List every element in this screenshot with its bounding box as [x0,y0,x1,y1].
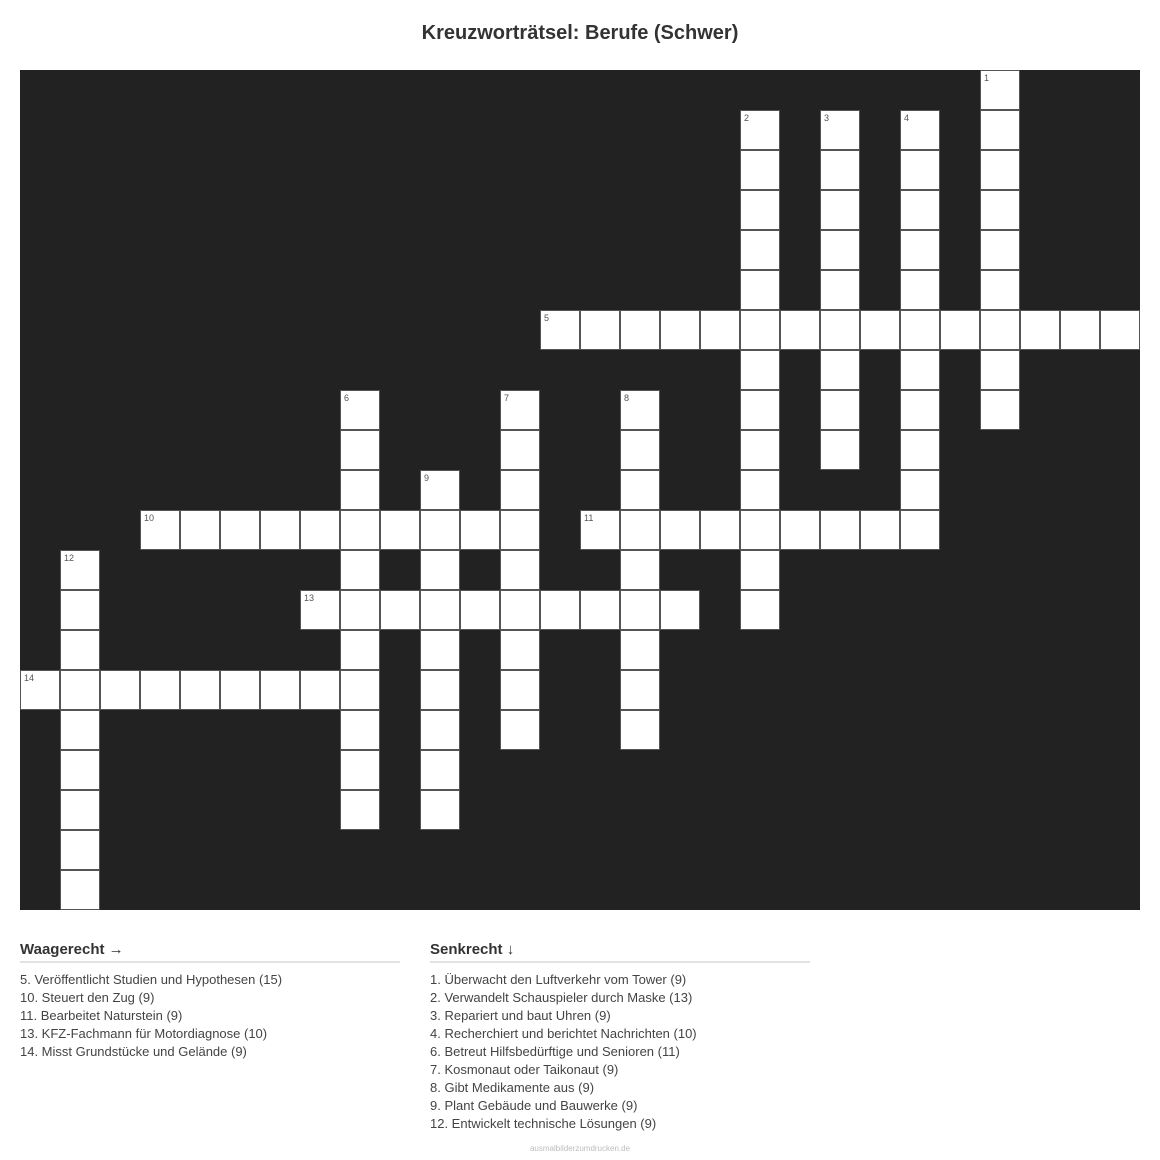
grid-cell[interactable] [700,310,740,350]
clue-number: 1 [984,73,990,83]
grid-cell[interactable] [500,550,540,590]
grid-cell[interactable] [620,310,660,350]
grid-cell[interactable] [420,510,460,550]
grid-cell[interactable] [820,510,860,550]
grid-cell[interactable] [500,670,540,710]
grid-cell[interactable] [980,110,1020,150]
grid-cell[interactable] [1060,310,1100,350]
grid-cell[interactable] [260,510,300,550]
grid-cell[interactable] [980,190,1020,230]
grid-cell[interactable] [460,590,500,630]
grid-cell[interactable] [420,750,460,790]
grid-cell[interactable] [900,470,940,510]
grid-cell[interactable] [300,670,340,710]
grid-cell[interactable] [820,310,860,350]
grid-cell[interactable] [740,590,780,630]
grid-cell[interactable] [420,670,460,710]
grid-cell[interactable] [620,630,660,670]
grid-cell[interactable] [500,430,540,470]
grid-cell[interactable] [340,430,380,470]
grid-cell[interactable] [900,350,940,390]
grid-cell[interactable] [820,350,860,390]
down-clue: 4. Recherchiert und berichtet Nachrichten (10) [430,1026,697,1041]
grid-cell[interactable] [420,470,460,510]
grid-cell[interactable] [780,310,820,350]
clue-number: 4 [904,113,910,123]
clue-number: 5 [544,313,550,323]
down-clue: 9. Plant Gebäude und Bauwerke (9) [430,1098,638,1113]
down-clue: 8. Gibt Medikamente aus (9) [430,1080,595,1095]
grid-cell[interactable] [340,710,380,750]
clue-number: 7 [504,393,510,403]
grid-cell[interactable] [420,550,460,590]
grid-cell[interactable] [620,510,660,550]
grid-cell[interactable] [860,310,900,350]
grid-cell[interactable] [980,270,1020,310]
across-clue: 13. KFZ-Fachmann für Motordiagnose (10) [20,1026,268,1041]
across-clue-list [20,971,400,1061]
grid-cell[interactable] [140,670,180,710]
clue-number: 13 [304,593,315,603]
grid-cell[interactable] [740,430,780,470]
grid-cell[interactable] [500,590,540,630]
clue-number: 11 [584,513,594,523]
grid-cell[interactable] [220,510,260,550]
grid-cell[interactable] [980,350,1020,390]
grid-cell[interactable] [380,510,420,550]
grid-cell[interactable] [20,670,60,710]
across-heading: Waagerecht → [20,940,400,963]
grid-cell[interactable] [340,470,380,510]
clue-number: 2 [744,113,750,123]
grid-cell[interactable] [380,590,420,630]
grid-cell[interactable] [900,510,940,550]
grid-cell[interactable] [340,750,380,790]
grid-cell[interactable] [820,150,860,190]
grid-cell[interactable] [60,790,100,830]
grid-cell[interactable] [620,670,660,710]
down-heading: Senkrecht ↓ [430,940,810,963]
grid-cell[interactable] [740,150,780,190]
grid-cell[interactable] [540,310,580,350]
down-clue: 2. Verwandelt Schauspieler durch Maske (13) [430,990,693,1005]
grid-cell[interactable] [500,710,540,750]
across-clue: 11. Bearbeitet Naturstein (9) [20,1008,183,1023]
grid-cell[interactable] [60,630,100,670]
across-clues-panel [20,940,400,1061]
clue-number: 6 [344,393,350,403]
grid-cell[interactable] [620,590,660,630]
grid-cell[interactable] [980,70,1020,110]
clue-number: 14 [24,673,35,683]
grid-cell[interactable] [740,390,780,430]
grid-cell[interactable] [900,310,940,350]
page-title: Kreuzworträtsel: Berufe (Schwer) [421,22,739,44]
grid-cell[interactable] [620,430,660,470]
grid-cell[interactable] [900,190,940,230]
grid-cell[interactable] [660,510,700,550]
grid-cell[interactable] [660,310,700,350]
grid-cell[interactable] [60,870,100,910]
grid-cell[interactable] [340,510,380,550]
grid-cell[interactable] [900,150,940,190]
grid-cell[interactable] [500,630,540,670]
grid-cell[interactable] [100,670,140,710]
grid-cell[interactable] [620,710,660,750]
grid-cell[interactable] [60,750,100,790]
grid-cell[interactable] [340,390,380,430]
grid-cell[interactable] [740,510,780,550]
grid-cell[interactable] [740,190,780,230]
grid-cell[interactable] [900,430,940,470]
across-clue: 5. Veröffentlicht Studien und Hypothesen (15) [20,972,283,987]
grid-cell[interactable] [60,710,100,750]
grid-cell[interactable] [420,630,460,670]
across-clue: 14. Misst Grundstücke und Gelände (9) [20,1044,247,1059]
grid-cell[interactable] [180,510,220,550]
grid-cell[interactable] [300,590,340,630]
grid-cell[interactable] [820,230,860,270]
crossword-grid [20,70,1140,910]
grid-cell[interactable] [140,510,180,550]
grid-cell[interactable] [940,310,980,350]
grid-cell[interactable] [420,710,460,750]
footer-credit: ausmalbilderzumdrucken.de [529,1144,631,1153]
grid-cell[interactable] [60,550,100,590]
grid-cell[interactable] [500,510,540,550]
grid-cell[interactable] [900,230,940,270]
clue-number: 3 [824,113,830,123]
clue-number: 12 [64,553,75,563]
grid-cell[interactable] [820,430,860,470]
grid-cell[interactable] [60,590,100,630]
grid-cell[interactable] [980,390,1020,430]
grid-cell[interactable] [820,270,860,310]
down-clue: 12. Entwickelt technische Lösungen (9) [430,1116,657,1131]
grid-cell[interactable] [860,510,900,550]
grid-cell[interactable] [740,350,780,390]
down-clues-panel [430,940,810,1133]
grid-cell[interactable] [740,550,780,590]
grid-cell[interactable] [900,390,940,430]
grid-cell[interactable] [620,550,660,590]
grid-cell[interactable] [660,590,700,630]
across-clue: 10. Steuert den Zug (9) [20,990,155,1005]
down-clue-list [430,971,810,1133]
grid-cell[interactable] [820,190,860,230]
grid-cell[interactable] [500,470,540,510]
grid-cell[interactable] [300,510,340,550]
grid-cell[interactable] [500,390,540,430]
grid-cell[interactable] [60,670,100,710]
grid-cell[interactable] [900,110,940,150]
grid-cell[interactable] [580,590,620,630]
grid-cell[interactable] [580,310,620,350]
grid-cell[interactable] [220,670,260,710]
grid-cell[interactable] [420,790,460,830]
grid-cell[interactable] [340,670,380,710]
grid-cell[interactable] [1020,310,1060,350]
down-clue: 3. Repariert und baut Uhren (9) [430,1008,611,1023]
grid-cell[interactable] [60,830,100,870]
down-clue: 6. Betreut Hilfsbedürftige und Senioren (11) [430,1044,680,1059]
grid-cell[interactable] [340,630,380,670]
grid-cell[interactable] [900,270,940,310]
grid-cell[interactable] [980,230,1020,270]
grid-cell[interactable] [700,510,740,550]
grid-cell[interactable] [820,110,860,150]
grid-cell[interactable] [740,310,780,350]
grid-cell[interactable] [540,590,580,630]
grid-cell[interactable] [740,470,780,510]
grid-cell[interactable] [820,390,860,430]
grid-cell[interactable] [260,670,300,710]
grid-cell[interactable] [620,390,660,430]
clue-number: 9 [424,473,430,483]
down-clue: 1. Überwacht den Luftverkehr vom Tower (9) [430,972,687,987]
grid-cell[interactable] [740,270,780,310]
grid-cell[interactable] [460,510,500,550]
grid-cell[interactable] [740,110,780,150]
grid-cell[interactable] [740,230,780,270]
grid-cell[interactable] [180,670,220,710]
grid-cell[interactable] [780,510,820,550]
grid-cell[interactable] [1100,310,1140,350]
grid-cell[interactable] [980,150,1020,190]
grid-cell[interactable] [340,590,380,630]
grid-cell[interactable] [620,470,660,510]
grid-cell[interactable] [420,590,460,630]
clue-number: 8 [624,393,630,403]
grid-cell[interactable] [340,790,380,830]
down-clue: 7. Kosmonaut oder Taikonaut (9) [430,1062,619,1077]
clue-number: 10 [144,513,155,523]
grid-cell[interactable] [580,510,620,550]
grid-cell[interactable] [340,550,380,590]
grid-cell[interactable] [980,310,1020,350]
